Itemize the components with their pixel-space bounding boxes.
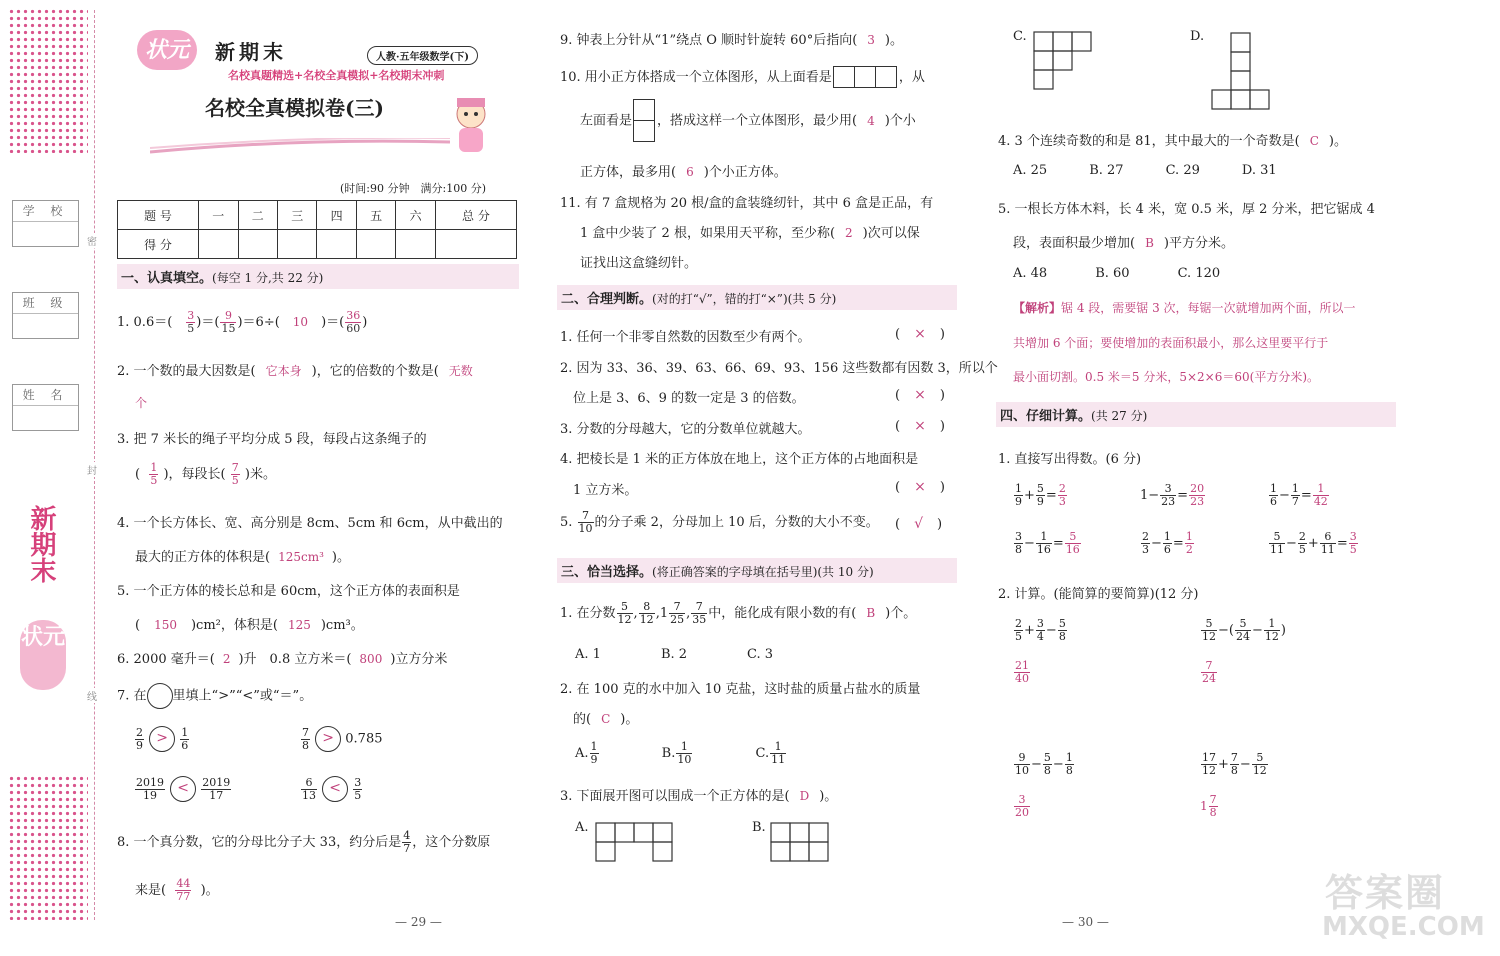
score-header-cell: 三	[277, 201, 316, 230]
option[interactable]: A. 1	[575, 647, 601, 662]
question-1: 1. 0.6＝( $\frac{3}{5}$ )＝( $\frac{9}{15}$ )＝6÷( 10 )＝( $\frac{36}{60}$ )	[117, 309, 368, 335]
score-header-cell: 六	[396, 201, 435, 230]
score-header-cell: 总 分	[435, 201, 516, 230]
calc-answer: $\frac{3}{20}$	[1015, 793, 1029, 819]
judge-answer[interactable]: ( × )	[895, 387, 945, 403]
compare-item: $\frac{6}{13}$ < $\frac{3}{5}$	[302, 775, 362, 802]
net-figure-d[interactable]	[1211, 32, 1271, 114]
calc-2-title: 2. 计算。(能简算的要简算)(12 分)	[998, 587, 1199, 602]
judge-item-3: 3. 分数的分母越大，它的分数单位就越大。	[560, 422, 811, 437]
net-option-b-label: B.	[752, 820, 766, 835]
option[interactable]: B. $\frac{1}{10}$	[661, 740, 692, 766]
grade-badge: 人教·五年级数学(下)	[367, 46, 478, 65]
page-number-29: — 29 —	[395, 915, 442, 929]
compare-item: $\frac{2019}{19}$ < $\frac{2019}{17}$	[136, 775, 231, 802]
school-label: 学 校	[13, 201, 78, 222]
calc-expression: $\frac{9}{10}$ − $\frac{5}{8}$ − $\frac{1}{8}$	[1015, 751, 1073, 777]
option[interactable]: B. 27	[1089, 163, 1124, 178]
calc-expression: $\frac{5}{12}$ −( $\frac{5}{24}$ − $\frac{1}{12}$ )	[1202, 617, 1286, 643]
analysis-line-3: 最小面切割。0.5 米＝5 分米，5×2×6＝60(平方分米)。	[1013, 370, 1319, 384]
question-9: 9. 钟表上分针从“1”绕点 O 顺时针旋转 60°后指向( 3 )。	[560, 33, 903, 48]
score-table	[117, 200, 517, 259]
dot-pattern-top	[8, 8, 88, 153]
choice-3: 3. 下面展开图可以围成一个正方体的是( D )。	[560, 789, 838, 804]
header-swoosh	[150, 138, 450, 154]
judge-answer[interactable]: ( × )	[895, 326, 945, 342]
dot-pattern-bottom	[8, 775, 88, 920]
option[interactable]: D. 31	[1241, 163, 1277, 178]
option[interactable]: A. 48	[1013, 266, 1048, 281]
question-10-cont2: 正方体，最多用( 6 )个小正方体。	[580, 165, 787, 180]
question-8-cont: 来是( $\frac{44}{77}$ )。	[135, 877, 219, 903]
question-10-cont: 左面看是 ，搭成这样一个立体图形，最少用( 4 )个小	[580, 100, 916, 142]
calc-answer: 1 $\frac{7}{8}$	[1200, 793, 1217, 819]
class-label: 班 级	[13, 293, 78, 314]
page-number-30: — 30 —	[1062, 915, 1109, 929]
compare-item: $\frac{2}{9}$ > $\frac{1}{6}$	[136, 725, 189, 752]
section-2-header: 二、合理判断。(对的打“√”，错的打“×”)(共 5 分)	[557, 285, 957, 310]
calc-expression: $\frac{1}{9}$ + $\frac{5}{9}$ = $\frac{2}{3}$	[1015, 482, 1066, 508]
question-2-cont: 个	[135, 396, 148, 410]
choice-4-options	[1013, 163, 1277, 178]
calc-expression: 1− $\frac{3}{23}$ = $\frac{20}{23}$	[1140, 482, 1205, 508]
vertical-brand: 新期末	[26, 505, 56, 583]
vertical-logo: 状元	[20, 620, 66, 690]
choice-1-options	[575, 647, 773, 662]
score-header-cell: 五	[356, 201, 395, 230]
class-field[interactable]	[12, 292, 79, 339]
score-header-cell: 一	[199, 201, 238, 230]
score-row-label: 得 分	[118, 230, 199, 259]
judge-answer[interactable]: ( √ )	[895, 516, 943, 532]
net-option-d-label: D.	[1190, 29, 1205, 44]
seal-char-1: 密	[87, 233, 97, 248]
analysis-line-2: 共增加 6 个面；要使增加的表面积最小，那么这里要平行于	[1013, 336, 1329, 350]
question-7: 7. 在 里填上“>”“<”或“＝”。	[117, 683, 312, 709]
judge-item-5: 5. $\frac{7}{10}$ 的分子乘 2，分母加上 10 后，分数的大小不变。	[560, 509, 879, 535]
choice-5: 5. 一根长方体木料，长 4 米，宽 0.5 米，厚 2 分米，把它锯成 4	[998, 202, 1375, 217]
judge-item-2: 2. 因为 33、36、39、63、66、69、93、156 这些数都有因数 3，所以个	[560, 361, 998, 376]
option[interactable]: A. 25	[1013, 163, 1048, 178]
question-8: 8. 一个真分数，它的分母比分子大 33，约分后是 $\frac{4}{7}$ ，这个分数原	[117, 829, 491, 855]
option[interactable]: C. 29	[1165, 163, 1200, 178]
section-1-header: 一、认真填空。(每空 1 分,共 22 分)	[117, 264, 519, 289]
compare-item: $\frac{7}{8}$ > 0.785	[302, 725, 383, 752]
option[interactable]: B. 2	[660, 647, 688, 662]
calc-expression: $\frac{3}{8}$ − $\frac{1}{16}$ = $\frac{5}{16}$	[1015, 530, 1080, 556]
top-view-figure	[834, 67, 897, 88]
choice-1: 1. 在分数 $\frac{5}{12}$ , $\frac{8}{12}$ ,1 $\frac{7}{25}$ , $\frac{7}{35}$ 中，能化成有限小数的有( B )个。	[560, 600, 917, 626]
seal-char-2: 封	[87, 462, 97, 477]
calc-expression: $\frac{2}{3}$ − $\frac{1}{6}$ = $\frac{1}{2}$	[1142, 530, 1193, 556]
judge-item-2-cont: 位上是 3、6、9 的数一定是 3 的倍数。	[573, 391, 805, 406]
question-3: 3. 把 7 米长的绳子平均分成 5 段，每段占这条绳子的	[117, 432, 427, 447]
name-field[interactable]	[12, 384, 79, 431]
option[interactable]: B. 60	[1095, 266, 1130, 281]
judge-item-4: 4. 把棱长是 1 米的正方体放在地上，这个正方体的占地面积是	[560, 452, 919, 467]
exam-title: 名校全真模拟卷(三)	[205, 96, 384, 120]
judge-answer[interactable]: ( × )	[895, 479, 945, 495]
watermark-url: MXQE.COM	[1322, 912, 1485, 942]
judge-item-4-cont: 1 立方米。	[573, 483, 638, 498]
calc-expression: $\frac{1}{6}$ − $\frac{1}{7}$ = $\frac{1}{42}$	[1270, 482, 1328, 508]
net-figure-a[interactable]	[595, 822, 675, 868]
option[interactable]: C. 120	[1177, 266, 1221, 281]
score-header-cell: 题 号	[118, 201, 199, 230]
choice-2: 2. 在 100 克的水中加入 10 克盐，这时盐的质量占盐水的质量	[560, 682, 921, 697]
question-10: 10. 用小正方体搭成一个立体图形，从上面看是 ，从	[560, 66, 925, 88]
mascot	[445, 92, 497, 158]
question-11-cont: 1 盒中少装了 2 根，如果用天平称，至少称( 2 )次可以保	[580, 226, 920, 241]
judge-item-1: 1. 任何一个非零自然数的因数至少有两个。	[560, 330, 811, 345]
time-info: (时间:90 分钟 满分:100 分)	[340, 182, 486, 195]
question-5: 5. 一个正方体的棱长总和是 60cm，这个正方体的表面积是	[117, 584, 460, 599]
calc-expression: $\frac{17}{12}$ + $\frac{7}{8}$ − $\frac{5}{12}$	[1202, 751, 1267, 777]
net-figure-c[interactable]	[1033, 31, 1095, 95]
calc-1-title: 1. 直接写出得数。(6 分)	[998, 452, 1142, 467]
option[interactable]: C. 3	[747, 647, 774, 662]
score-header-cell: 二	[238, 201, 277, 230]
calc-answer: $\frac{21}{40}$	[1015, 659, 1029, 685]
left-view-figure	[634, 100, 655, 142]
question-11: 11. 有 7 盒规格为 20 根/盒的盒装缝纫针，其中 6 盒是正品，有	[560, 196, 934, 211]
school-field[interactable]	[12, 200, 79, 247]
watermark-logo: 答案圈	[1325, 870, 1446, 915]
question-11-cont2: 证找出这盒缝纫针。	[580, 256, 698, 271]
question-2: 2. 一个数的最大因数是( 它本身 )，它的倍数的个数是( 无数	[117, 364, 473, 379]
question-4-cont: 最大的正方体的体积是( 125cm³ )。	[135, 550, 350, 565]
calc-expression: $\frac{2}{5}$ + $\frac{3}{4}$ − $\frac{5}{8}$	[1015, 617, 1066, 643]
choice-4: 4. 3 个连续奇数的和是 81，其中最大的一个奇数是( C )。	[998, 134, 1347, 149]
choice-5-options	[1013, 266, 1220, 281]
section-4-header: 四、仔细计算。(共 27 分)	[996, 402, 1396, 427]
analysis: 【解析】锯 4 段，需要锯 3 次，每锯一次就增加两个面，所以一	[1013, 301, 1356, 315]
calc-expression: $\frac{5}{11}$ − $\frac{2}{5}$ + $\frac{6}{11}$ = $\frac{3}{5}$	[1270, 530, 1357, 556]
net-option-a-label: A.	[575, 820, 589, 835]
calc-answer: $\frac{7}{24}$	[1202, 659, 1216, 685]
name-label: 姓 名	[13, 385, 78, 406]
seal-char-3: 线	[87, 688, 97, 703]
tagline: 名校真题精选+名校全真模拟+名校期末冲刺	[228, 69, 445, 82]
option[interactable]: A. $\frac{1}{9}$	[575, 740, 598, 766]
score-header-cell: 四	[317, 201, 356, 230]
question-5-cont: ( 150 )cm²，体积是( 125 )cm³。	[135, 618, 364, 633]
series-title: 新期末	[215, 40, 287, 64]
choice-5-cont: 段，表面积最少增加( B )平方分米。	[1013, 236, 1234, 251]
section-3-header: 三、恰当选择。(将正确答案的字母填在括号里)(共 10 分)	[557, 558, 957, 583]
option[interactable]: C. $\frac{1}{11}$	[755, 740, 786, 766]
choice-2-cont: 的( C )。	[573, 712, 639, 727]
question-6: 6. 2000 毫升＝( 2 )升 0.8 立方米＝( 800 )立方分米	[117, 652, 448, 667]
net-figure-b[interactable]	[770, 822, 832, 868]
brand-logo: 状元	[137, 30, 197, 70]
question-3-cont: ( $\frac{1}{5}$ )，每段长( $\frac{7}{5}$ )米。	[135, 461, 276, 487]
question-4: 4. 一个长方体长、宽、高分别是 8cm、5cm 和 6cm，从中截出的	[117, 516, 503, 531]
choice-2-options	[575, 741, 787, 766]
judge-answer[interactable]: ( × )	[895, 418, 945, 434]
net-option-c-label: C.	[1013, 29, 1027, 44]
